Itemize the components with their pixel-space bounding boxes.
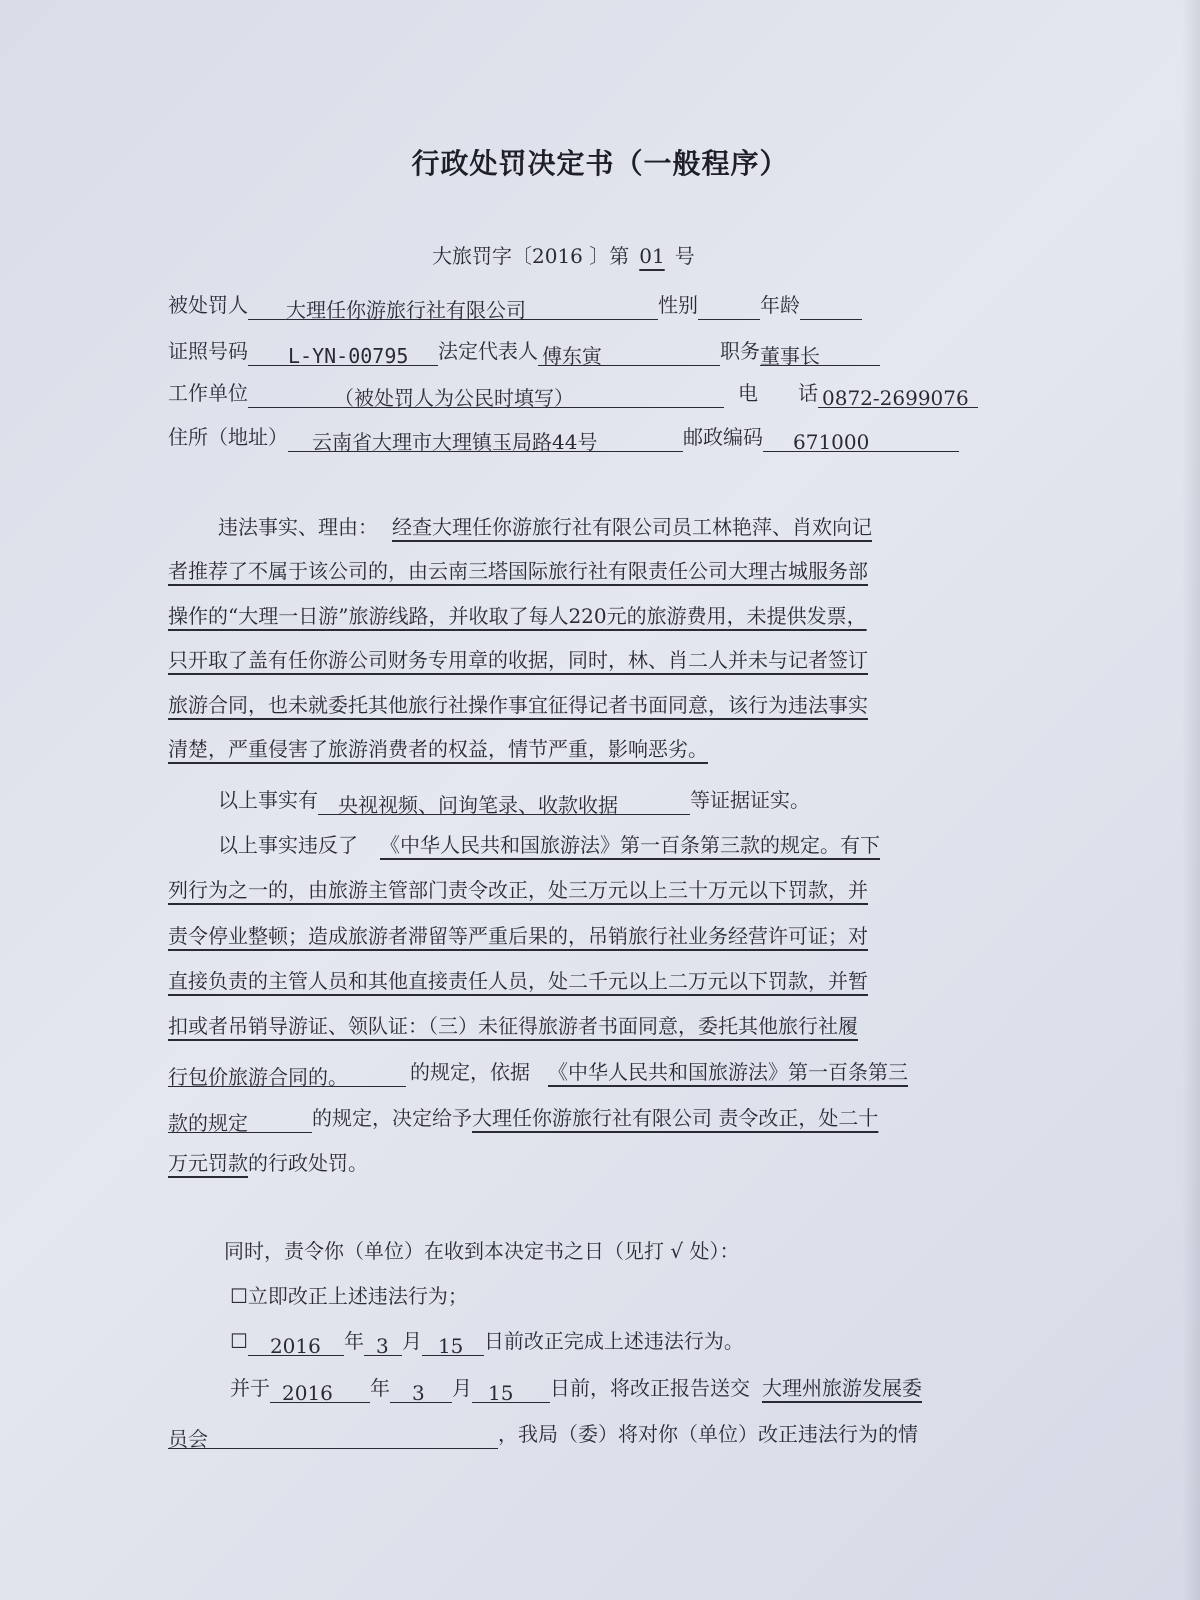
violation-line: 万元罚款的行政处罚。 bbox=[168, 1148, 368, 1178]
violation-line: 款的规定 的规定，决定给予大理任你游旅行社有限公司 责令改正，处二十 bbox=[168, 1103, 878, 1133]
order-option-immediate: ☐立即改正上述违法行为； bbox=[230, 1284, 468, 1308]
facts-first-line: 违法事实、理由： 经查大理任你游旅行社有限公司员工林艳萍、肖欢向记 bbox=[218, 512, 872, 542]
document-number-value: 01 bbox=[639, 244, 665, 268]
position: 董事长 bbox=[760, 344, 820, 368]
violation-line: 列行为之一的，由旅游主管部门责令改正，处三万元以上三十万元以下罚款，并 bbox=[168, 878, 868, 902]
penalty-amount: 万元罚款 bbox=[168, 1151, 248, 1175]
report-recipient: 大理州旅游发展委 bbox=[762, 1376, 922, 1400]
facts-line: 操作的“大理一日游”旅游线路，并收取了每人220元的旅游费用，未提供发票， bbox=[168, 604, 867, 628]
violation-line: 行包价旅游合同的。 的规定，依据 《中华人民共和国旅游法》第一百条第三 bbox=[168, 1060, 908, 1089]
work-unit-row: 工作单位 （被处罚人为公民时填写） 电 话 0872-2699076 bbox=[168, 378, 978, 408]
facts-line: 者推荐了不属于该公司的，由云南三塔国际旅行社有限责任公司大理古城服务部 bbox=[168, 559, 868, 583]
document-title: 行政处罚决定书（一般程序） bbox=[411, 147, 789, 180]
legal-representative: 傅东寅 bbox=[542, 344, 602, 368]
license-number: L-YN-00795 bbox=[288, 344, 409, 368]
address: 云南省大理市大理镇玉局路44号 bbox=[312, 430, 598, 454]
evidence-value: 央视视频、问询笔录、收款收据 bbox=[338, 793, 618, 817]
penalty-target: 大理任你游旅行社有限公司 责令改正，处二十 bbox=[472, 1106, 879, 1130]
report-line: 员会 ，我局（委）将对你（单位）改正违法行为的情 bbox=[168, 1422, 918, 1451]
evidence-line: 以上事实有 央视视频、问询笔录、收款收据 等证据证实。 bbox=[218, 788, 810, 817]
checkbox-icon: ☐ bbox=[230, 1329, 248, 1353]
facts-label: 违法事实、理由： bbox=[218, 515, 378, 539]
facts-line: 清楚，严重侵害了旅游消费者的权益，情节严重，影响恶劣。 bbox=[168, 737, 708, 761]
phone-number: 0872-2699076 bbox=[822, 386, 969, 410]
address-row: 住所（地址） 云南省大理市大理镇玉局路44号 邮政编码 671000 bbox=[168, 422, 959, 452]
violation-line: 责令停业整顿；造成旅游者滞留等严重后果的，吊销旅行社业务经营许可证；对 bbox=[168, 924, 868, 948]
facts-line: 只开取了盖有任你游公司财务专用章的收据，同时，林、肖二人并未与记者签订 bbox=[168, 648, 868, 672]
violation-line: 扣或者吊销导游证、领队证：（三）未征得旅游者书面同意，委托其他旅行社履 bbox=[168, 1014, 858, 1038]
report-line: 并于 2016 年 3 月 15 日前，将改正报告送交 大理州旅游发展委 bbox=[230, 1373, 922, 1403]
violation-first-line: 以上事实违反了 《中华人民共和国旅游法》第一百条第三款的规定。有下 bbox=[218, 833, 880, 857]
party-name: 大理任你游旅行社有限公司 bbox=[286, 298, 526, 322]
license-row: 证照号码 L-YN-00795 法定代表人 傅东寅 职务董事长 bbox=[168, 336, 880, 366]
party-name-row: 被处罚人 大理任你游旅行社有限公司 性别 年龄 bbox=[168, 290, 862, 320]
page-edge-shadow bbox=[1182, 0, 1200, 1600]
postcode: 671000 bbox=[793, 430, 870, 454]
facts-line: 旅游合同，也未就委托其他旅行社操作事宜征得记者书面同意，该行为违法事实 bbox=[168, 693, 868, 717]
order-intro: 同时，责令你（单位）在收到本决定书之日（见打 √ 处）： bbox=[224, 1239, 740, 1263]
order-option-deadline: ☐ 2016 年 3 月 15 日前改正完成上述违法行为。 bbox=[230, 1326, 744, 1356]
violation-line: 直接负责的主管人员和其他直接责任人员，处二千元以上二万元以下罚款，并暂 bbox=[168, 969, 868, 993]
document-number: 大旅罚字〔2016 〕第 01 号 bbox=[432, 241, 695, 271]
work-unit: （被处罚人为公民时填写） bbox=[334, 386, 574, 410]
